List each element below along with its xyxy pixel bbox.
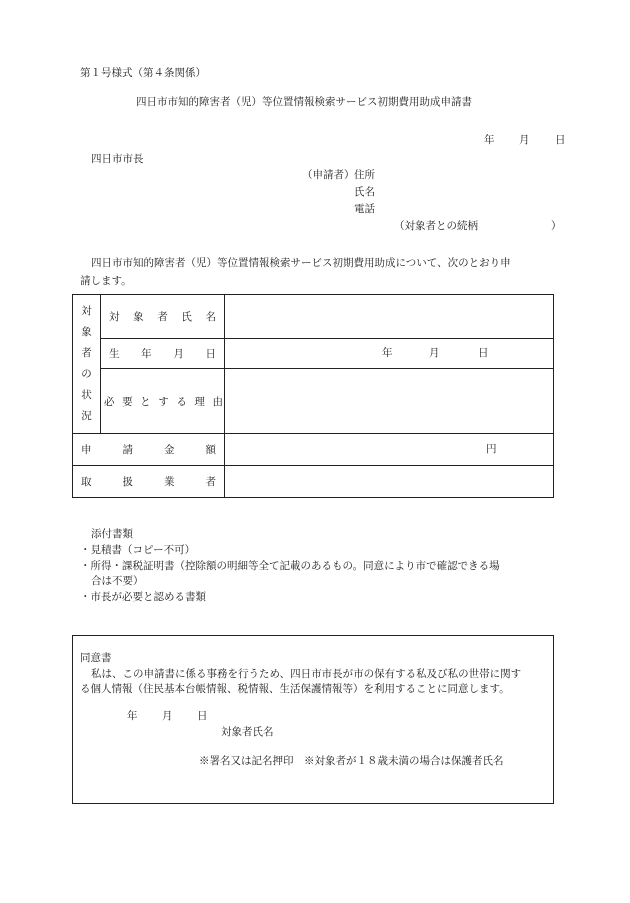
amount-label: [73, 434, 225, 466]
label-char: 氏: [181, 311, 192, 323]
consent-line-2: る個人情報（住民基本台帳情報、税情報、生活保護情報等）を利用することに同意します。: [80, 683, 510, 695]
consent-box: [72, 635, 554, 804]
target-name-field[interactable]: [225, 295, 554, 339]
label-char: す: [158, 395, 169, 408]
vendor-field[interactable]: [225, 466, 554, 498]
consent-year-label: 年: [127, 710, 138, 722]
label-char: 名: [205, 311, 216, 323]
form-title: 四日市市知的障害者（児）等位置情報検索サービス初期費用助成申請書: [136, 96, 472, 108]
target-status-side-label: [73, 295, 101, 434]
label-char: 理: [194, 395, 205, 408]
applicant-role: （申請者）: [302, 169, 355, 181]
label-char: 業: [164, 476, 175, 488]
application-table: [72, 294, 554, 498]
attachment-item-continuation: 合は不要）: [91, 575, 144, 587]
date-day-label: 日: [555, 134, 566, 146]
label-char: 月: [173, 348, 184, 360]
label-char: と: [140, 395, 151, 408]
applicant-relation-close: ）: [551, 220, 562, 232]
label-char: 生: [109, 348, 120, 360]
vendor-label: [73, 466, 225, 498]
label-char: 対: [109, 311, 120, 323]
attachment-item: ・見積書（コピー不可）: [80, 544, 196, 556]
consent-day-label: 日: [197, 710, 208, 722]
side-char: 状: [81, 389, 92, 401]
attachments-heading: 添付書類: [91, 528, 133, 540]
side-char: 者: [81, 347, 92, 359]
side-char: 象: [81, 326, 92, 338]
consent-line-1: 私は、この申請書に係る事務を行うため、四日市市長が市の保有する私及び私の世帯に関す: [91, 668, 522, 680]
label-char: 者: [205, 476, 216, 488]
label-char: 申: [81, 444, 92, 456]
label-char: 金: [164, 444, 175, 456]
applicant-phone-label: 電話: [354, 203, 375, 215]
label-char: 年: [141, 348, 152, 360]
label-char: 額: [205, 444, 216, 456]
attachment-item: ・市長が必要と認める書類: [80, 591, 206, 603]
label-char: 必: [104, 395, 115, 408]
addressee: 四日市市長: [91, 153, 144, 165]
label-char: る: [176, 395, 187, 408]
date-year-label: 年: [484, 134, 495, 146]
label-char: 取: [81, 476, 92, 488]
consent-heading: 同意書: [80, 652, 112, 664]
birth-day-label: 日: [478, 347, 489, 359]
date-month-label: 月: [519, 134, 530, 146]
side-char: 況: [81, 410, 92, 422]
attachment-item: ・所得・課税証明書（控除額の明細等全て記載のあるもの。同意により市で確認できる場: [80, 560, 500, 572]
intro-line-2: 請します。: [80, 275, 132, 287]
reason-label: [101, 369, 225, 434]
consent-note: ※署名又は記名押印 ※対象者が１８歳未満の場合は保護者氏名: [199, 755, 504, 767]
applicant-name-label: 氏名: [354, 186, 375, 198]
label-char: 者: [157, 311, 168, 323]
side-char: 対: [81, 305, 92, 317]
birth-month-label: 月: [429, 347, 440, 359]
label-char: 要: [122, 395, 133, 408]
applicant-address-label: 住所: [354, 169, 375, 181]
form-number: 第１号様式（第４条関係）: [80, 67, 206, 79]
amount-unit: 円: [486, 443, 497, 455]
birthdate-label: [101, 339, 225, 369]
label-char: 請: [122, 444, 133, 456]
label-char: 扱: [122, 476, 133, 488]
label-char: 日: [205, 348, 216, 360]
intro-line-1: 四日市市知的障害者（児）等位置情報検索サービス初期費用助成について、次のとおり申: [91, 257, 511, 269]
reason-field[interactable]: [225, 369, 554, 434]
side-char: の: [81, 368, 92, 380]
birthdate-field[interactable]: [225, 339, 554, 369]
birth-year-label: 年: [382, 347, 393, 359]
label-char: 象: [133, 311, 144, 323]
label-char: 由: [212, 395, 223, 408]
consent-month-label: 月: [162, 710, 173, 722]
consent-signer-label: 対象者氏名: [221, 726, 274, 738]
target-name-label: [101, 295, 225, 339]
amount-field[interactable]: [225, 434, 554, 466]
applicant-relation-label: （対象者との続柄: [394, 220, 478, 232]
